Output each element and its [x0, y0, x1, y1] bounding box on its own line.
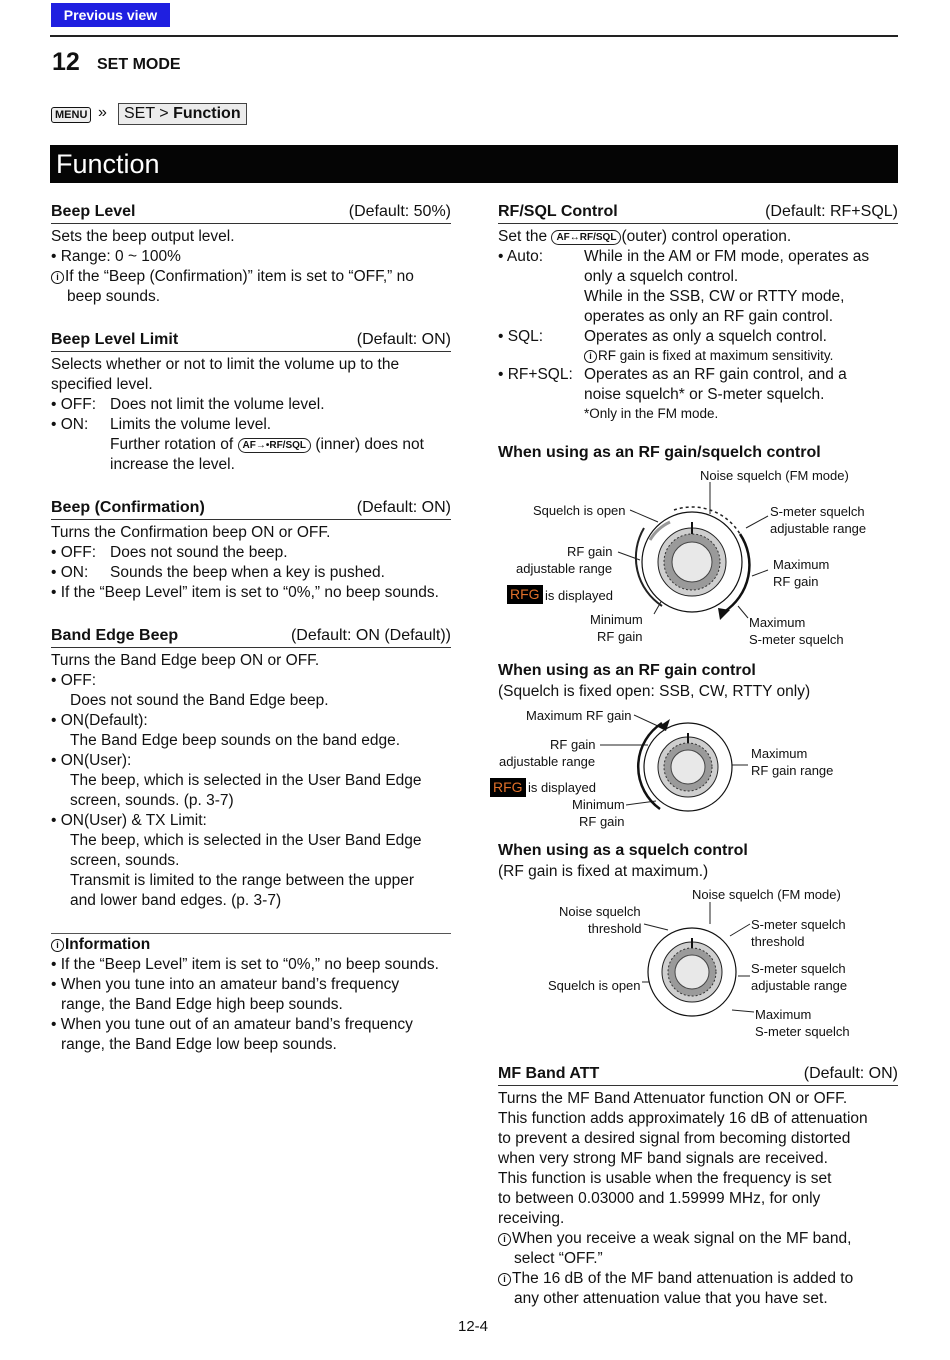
text-line: screen, sounds. [70, 852, 180, 869]
diagram-label: threshold [751, 934, 805, 949]
text-line: The beep, which is selected in the User Band Edge [70, 772, 422, 789]
diagram3-title: When using as a squelch control [498, 842, 748, 859]
text-line: While in the SSB, CW or RTTY mode, [584, 288, 845, 305]
diagram-label: S-meter squelch [751, 917, 846, 932]
dial-knob-icon [600, 480, 780, 630]
info-circle-icon: i [498, 1233, 511, 1246]
diagram-label: Minimum [572, 797, 625, 812]
menu-key-icon: MENU [51, 107, 91, 123]
dial-knob-icon: AF↔RF/SQL [551, 230, 621, 245]
section-name: Beep (Confirmation) [51, 499, 205, 516]
text-line: to prevent a desired signal from becoming distorted [498, 1130, 851, 1147]
chapter-number: 12 [52, 48, 80, 76]
section-name: Band Edge Beep [51, 627, 179, 644]
diagram2-title: When using as an RF gain control [498, 662, 756, 679]
diagram-label: RF gain range [751, 763, 834, 778]
diagram-label: Maximum RF gain [526, 708, 632, 723]
info-divider [51, 933, 451, 934]
text-line: increase the level. [110, 456, 235, 473]
text-line: and lower band edges. (p. 3-7) [70, 892, 282, 909]
beep-level-header [51, 203, 451, 224]
text-line: • Auto: [498, 248, 544, 265]
diagram-label: Squelch is open [533, 503, 626, 518]
diagram-label: adjustable range [499, 754, 596, 769]
diagram-label: is displayed [545, 588, 613, 603]
text-line: Selects whether or not to limit the volume up to the [51, 356, 400, 373]
text-line: The beep, which is selected in the User Band Edge [70, 832, 422, 849]
diagram-label: Noise squelch (FM mode) [700, 468, 849, 483]
text-line: noise squelch* or S-meter squelch. [584, 386, 825, 403]
section-name: Beep Level [51, 203, 136, 220]
beep-confirmation-header [51, 499, 451, 520]
section-default: (Default: ON) [356, 331, 451, 348]
info-circle-icon: i [51, 271, 64, 284]
diagram1-title: When using as an RF gain/squelch control [498, 444, 821, 461]
text-line: Sets the beep output level. [51, 228, 235, 245]
diagram-label: Maximum [749, 615, 806, 630]
beep-level-limit-header [51, 331, 451, 352]
rfg-badge: RFG [490, 778, 526, 797]
text-line: • RF+SQL: [498, 366, 573, 383]
diagram-label: Maximum [755, 1007, 812, 1022]
diagram-label: threshold [588, 921, 642, 936]
text: If the “Beep (Confirmation)” item is set to “OFF,” no [65, 268, 414, 285]
text-line: • OFF: [51, 396, 97, 413]
text: (inner) does not [315, 436, 424, 453]
breadcrumb-current: Function [173, 105, 241, 122]
diagram-label: Maximum [773, 557, 830, 572]
text-line: Operates as only a squelch control. [584, 328, 827, 345]
text: When you receive a weak signal on the MF band, [512, 1230, 852, 1247]
text-line: Does not sound the beep. [110, 544, 288, 561]
text-line: Turns the Confirmation beep ON or OFF. [51, 524, 331, 541]
rf-sql-control-header [498, 203, 898, 224]
text-line: • ON: [51, 416, 89, 433]
text-line: only a squelch control. [584, 268, 739, 285]
text-line: • OFF: [51, 544, 97, 561]
section-default: (Default: ON (Default)) [290, 627, 451, 644]
text-line: screen, sounds. (p. 3-7) [70, 792, 234, 809]
info-circle-icon: i [584, 350, 597, 363]
breadcrumb-arrow: » [98, 104, 107, 121]
section-default: (Default: ON) [356, 499, 451, 516]
dial-knob-icon [600, 705, 750, 835]
text-line: beep sounds. [67, 288, 161, 305]
text-line: Turns the MF Band Attenuator function ON or OFF. [498, 1090, 848, 1107]
text-line: any other attenuation value that you have set. [514, 1290, 828, 1307]
text-line-info [51, 267, 414, 287]
text: Further rotation of [110, 436, 234, 453]
text-line: • When you tune into an amateur band’s frequency [51, 976, 400, 993]
diagram-label: Noise squelch [559, 904, 641, 919]
text-line: • When you tune out of an amateur band’s frequency [51, 1016, 413, 1033]
text: Set the [498, 228, 548, 245]
diagram-label: adjustable range [751, 978, 848, 993]
text-line: *Only in the FM mode. [584, 406, 719, 421]
text-line: operates as only an RF gain control. [584, 308, 833, 325]
text-line: range, the Band Edge low beep sounds. [61, 1036, 337, 1053]
band-edge-beep-header [51, 627, 451, 648]
diagram-label: Noise squelch (FM mode) [692, 887, 841, 902]
text-line: While in the AM or FM mode, operates as [584, 248, 870, 265]
text-line: • If the “Beep Level” item is set to “0%,” no beep sounds. [51, 956, 439, 973]
info-circle-icon: i [51, 939, 64, 952]
dial-knob-icon: AF→•RF/SQL [238, 438, 312, 453]
text-line: specified level. [51, 376, 153, 393]
breadcrumb-prefix: SET > [124, 105, 174, 122]
text-line: This function adds approximately 16 dB of attenuation [498, 1110, 868, 1127]
page-title: Function [50, 145, 898, 183]
text-line: Limits the volume level. [110, 416, 272, 433]
text-line-info [498, 1269, 853, 1289]
text-line: • OFF: [51, 672, 97, 689]
text-line: Operates as an RF gain control, and a [584, 366, 847, 383]
page-number: 12-4 [458, 1318, 489, 1335]
section-name: MF Band ATT [498, 1065, 600, 1082]
info-circle-icon: i [498, 1273, 511, 1286]
text-line: Does not sound the Band Edge beep. [70, 692, 329, 709]
diagram-label: RF gain [773, 574, 819, 589]
diagram-label: S-meter squelch [755, 1024, 850, 1039]
diagram-label: is displayed [528, 780, 596, 795]
text-line: Sounds the beep when a key is pushed. [110, 564, 385, 581]
section-default: (Default: 50%) [348, 203, 451, 220]
breadcrumb [118, 103, 247, 125]
text-line: The Band Edge beep sounds on the band edge. [70, 732, 401, 749]
diagram-label: RF gain [579, 814, 625, 829]
text-line: receiving. [498, 1210, 565, 1227]
header-rule [50, 35, 898, 37]
text-line: • ON: [51, 564, 89, 581]
text-line: Does not limit the volume level. [110, 396, 325, 413]
text-line-info [584, 346, 833, 366]
text-line [498, 227, 791, 247]
diagram-label: S-meter squelch [770, 504, 865, 519]
diagram-label: S-meter squelch [749, 632, 844, 647]
diagram3-subtitle: (RF gain is fixed at maximum.) [498, 863, 709, 880]
section-default: (Default: RF+SQL) [765, 203, 898, 220]
section-default: (Default: ON) [803, 1065, 898, 1082]
text-line: • ON(User): [51, 752, 132, 769]
text-line [110, 435, 424, 455]
diagram-label: adjustable range [516, 561, 613, 576]
information-title [51, 935, 150, 955]
dial-knob-icon [620, 900, 760, 1040]
diagram-label: RF gain [597, 629, 643, 644]
rfg-badge: RFG [507, 585, 543, 604]
text-line: Transmit is limited to the range between the upper [70, 872, 415, 889]
chapter-title: SET MODE [97, 56, 181, 73]
text-line: when very strong MF band signals are received. [498, 1150, 828, 1167]
text: (outer) control operation. [621, 228, 792, 245]
diagram-label: adjustable range [770, 521, 867, 536]
text-line: • ON(Default): [51, 712, 148, 729]
diagram-label: Minimum [590, 612, 643, 627]
text-line: to between 0.03000 and 1.59999 MHz, for only [498, 1190, 821, 1207]
text: RF gain is fixed at maximum sensitivity. [598, 348, 834, 363]
text-line-info [498, 1229, 851, 1249]
text-line: • ON(User) & TX Limit: [51, 812, 207, 829]
diagram-label: RF gain [550, 737, 596, 752]
section-name: Beep Level Limit [51, 331, 179, 348]
text-line: • If the “Beep Level” item is set to “0%,” no beep sounds. [51, 584, 439, 601]
mf-band-att-header [498, 1065, 898, 1086]
diagram-label: S-meter squelch [751, 961, 846, 976]
text-line: Turns the Band Edge beep ON or OFF. [51, 652, 320, 669]
text-line: This function is usable when the frequency is set [498, 1170, 832, 1187]
section-name: RF/SQL Control [498, 203, 618, 220]
text: Information [65, 936, 151, 953]
previous-view-button[interactable]: Previous view [51, 3, 170, 27]
text-line: • SQL: [498, 328, 544, 345]
diagram-label: Squelch is open [548, 978, 641, 993]
diagram2-subtitle: (Squelch is fixed open: SSB, CW, RTTY only) [498, 683, 811, 700]
text: The 16 dB of the MF band attenuation is added to [512, 1270, 854, 1287]
text-line: select “OFF.” [514, 1250, 603, 1267]
diagram-label: RF gain [567, 544, 613, 559]
diagram-label: Maximum [751, 746, 808, 761]
text-line: range, the Band Edge high beep sounds. [61, 996, 343, 1013]
text-line: • Range: 0 ~ 100% [51, 248, 181, 265]
